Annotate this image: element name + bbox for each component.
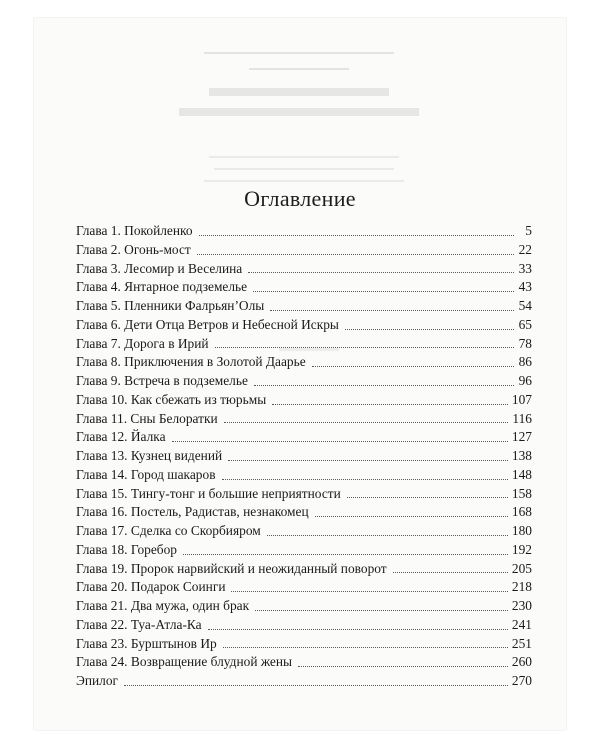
toc-dot-leader: [172, 441, 508, 442]
toc-entry: [76, 410, 532, 429]
toc-entry-title: Глава 20. Подарок Соинги: [76, 579, 226, 595]
toc-entry-page: 218: [511, 579, 532, 595]
toc-entry: [76, 578, 532, 597]
toc-entry-page: 22: [518, 241, 532, 257]
toc-entry: [76, 316, 532, 335]
toc-entry: [76, 241, 532, 260]
toc-entry-title: Глава 5. Пленники Фалрьян’Олы: [76, 298, 265, 313]
toc-entry-title: Глава 6. Дети Отца Ветров и Небесной Искры: [76, 316, 339, 332]
toc-entry-page: 78: [518, 335, 532, 351]
toc-dot-leader: [197, 254, 514, 255]
toc-entry: [76, 372, 532, 391]
toc-entry-title: Глава 15. Тингу-тонг и большие неприятности: [76, 485, 341, 501]
toc-dot-leader: [393, 572, 508, 573]
bleed-line: [204, 52, 394, 54]
toc-entry-page: 260: [511, 654, 532, 670]
toc-entry-title: Глава 18. Горебор: [76, 541, 177, 557]
toc-entry: [76, 503, 532, 522]
toc-entry-page: 33: [518, 260, 532, 276]
toc-entry-page: 96: [518, 373, 532, 388]
toc-entry: [76, 222, 532, 241]
toc-dot-leader: [224, 422, 509, 423]
toc-entry-page: 86: [518, 354, 532, 370]
toc-entry-page: 241: [511, 616, 532, 632]
toc-entry-page: 148: [511, 466, 532, 482]
toc-entry: [76, 260, 532, 279]
book-page: [34, 18, 566, 730]
toc-entry-title: Глава 4. Янтарное подземелье: [76, 279, 248, 295]
toc-dot-leader: [267, 535, 508, 536]
toc-entry: [76, 541, 532, 560]
toc-entry: [76, 466, 532, 485]
toc-dot-leader: [272, 404, 508, 405]
toc-entry: [76, 428, 532, 447]
toc-entry: [76, 335, 532, 354]
toc-dot-leader: [124, 685, 508, 686]
toc-entry-title: Глава 13. Кузнец видений: [76, 448, 223, 463]
toc-entry: [76, 522, 532, 541]
toc-entry-title: Эпилог: [76, 673, 119, 688]
toc-entry-page: 168: [511, 504, 532, 520]
toc-dot-leader: [199, 235, 514, 236]
toc-entry: [76, 391, 532, 410]
toc-entry-title: Глава 22. Туа-Атла-Ка: [76, 616, 202, 632]
toc-dot-leader: [215, 347, 514, 348]
toc-dot-leader: [254, 385, 514, 386]
toc-dot-leader: [312, 366, 514, 367]
toc-entry-page: 251: [511, 635, 532, 651]
toc-dot-leader: [248, 272, 514, 273]
toc-entry-page: 180: [511, 523, 532, 538]
toc-dot-leader: [345, 329, 514, 330]
bleed-line: [209, 88, 389, 96]
toc-dot-leader: [270, 310, 514, 311]
toc-dot-leader: [298, 666, 508, 667]
toc-entry-page: 5: [525, 223, 532, 238]
toc-dot-leader: [347, 497, 508, 498]
toc-entry-title: Глава 24. Возвращение блудной жены: [76, 654, 293, 670]
toc-entry-title: Глава 19. Пророк нарвийский и неожиданный поворот: [76, 560, 387, 576]
toc-entry-title: Глава 2. Огонь-мост: [76, 241, 191, 257]
toc-entry: [76, 485, 532, 504]
toc-entry-title: Глава 16. Постель, Радистав, незнакомец: [76, 504, 309, 520]
toc-entry-page: 116: [512, 410, 532, 426]
toc-dot-leader: [255, 610, 508, 611]
toc-entry-page: 230: [511, 598, 532, 613]
toc-entry: [76, 353, 532, 372]
toc-entry-title: Глава 11. Сны Белоратки: [76, 410, 218, 426]
bleed-line: [249, 68, 349, 70]
toc-heading: Оглавление: [244, 186, 356, 211]
toc-entry-title: Глава 17. Сделка со Скорбияром: [76, 523, 261, 538]
bleed-line: [214, 168, 394, 170]
toc-dot-leader: [253, 291, 514, 292]
toc-entry-page: 127: [511, 429, 532, 445]
toc-dot-leader: [228, 460, 508, 461]
toc-list: [76, 222, 532, 691]
toc-entry-title: Глава 21. Два мужа, один брак: [76, 598, 250, 613]
toc-entry-page: 192: [511, 541, 532, 557]
toc-dot-leader: [223, 647, 508, 648]
toc-dot-leader: [222, 479, 508, 480]
toc-dot-leader: [315, 516, 508, 517]
toc-entry-page: 43: [518, 279, 532, 295]
toc-entry-page: 158: [511, 485, 532, 501]
toc-entry-title: Глава 1. Покойленко: [76, 223, 193, 238]
toc-entry: [76, 278, 532, 297]
toc-entry-title: Глава 3. Лесомир и Веселина: [76, 260, 243, 276]
toc-entry-title: Глава 10. Как сбежать из тюрьмы: [76, 391, 267, 407]
bleed-line: [204, 180, 404, 182]
toc-entry-title: Глава 9. Встреча в подземелье: [76, 373, 248, 388]
toc-entry-page: 65: [518, 316, 532, 332]
toc-entry-title: Глава 8. Приключения в Золотой Даарье: [76, 354, 306, 370]
toc-entry: [76, 597, 532, 616]
toc-entry-title: Глава 7. Дорога в Ирий: [76, 335, 209, 351]
toc-entry-page: 54: [518, 298, 532, 313]
toc-entry: [76, 635, 532, 654]
toc-entry: [76, 560, 532, 579]
toc-entry-title: Глава 23. Бурштынов Ир: [76, 635, 217, 651]
toc-entry-title: Глава 14. Город шакаров: [76, 466, 216, 482]
toc-entry: [76, 297, 532, 316]
toc-dot-leader: [208, 629, 508, 630]
toc-dot-leader: [183, 554, 508, 555]
toc-entry: [76, 447, 532, 466]
toc-entry: [76, 653, 532, 672]
toc-entry-page: 205: [511, 560, 532, 576]
toc-dot-leader: [231, 591, 507, 592]
bleed-line: [179, 108, 419, 116]
toc-entry: [76, 672, 532, 691]
toc-entry-page: 107: [511, 391, 532, 407]
toc-entry-page: 270: [511, 673, 532, 688]
toc-entry-page: 138: [511, 448, 532, 463]
toc-entry-title: Глава 12. Йалка: [76, 429, 166, 445]
toc-entry: [76, 616, 532, 635]
bleed-line: [209, 156, 399, 158]
